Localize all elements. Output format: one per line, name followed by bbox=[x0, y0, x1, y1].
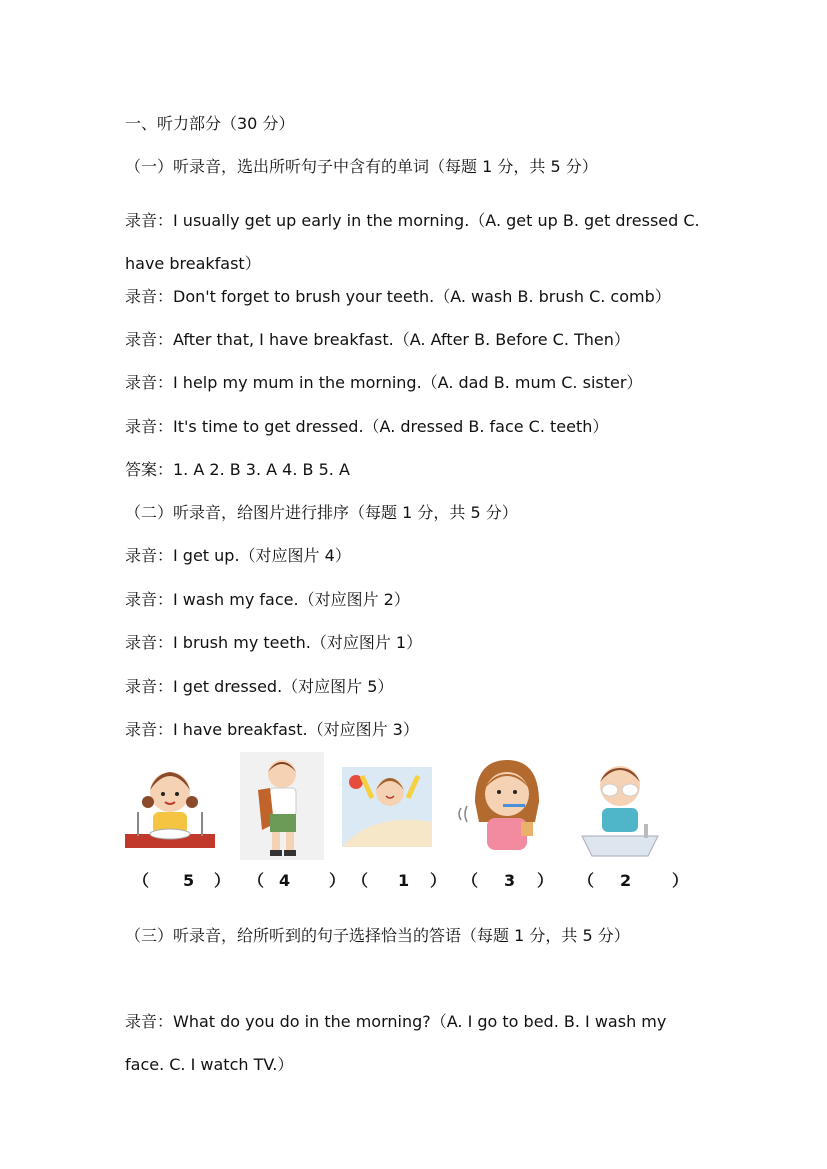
part1-item-2: 录音：Don't forget to brush your teeth.（A. wash B. brush C. comb） bbox=[125, 287, 671, 306]
girl-eating-breakfast-image bbox=[125, 752, 215, 860]
answer-5-value: 2 bbox=[620, 871, 632, 890]
answer-4-open: （ bbox=[462, 871, 479, 890]
answer-2-close: ） bbox=[329, 871, 346, 890]
picture-row bbox=[0, 752, 827, 862]
answer-3-open: （ bbox=[352, 871, 369, 890]
child-waking-up-image bbox=[342, 752, 432, 860]
part2-item-1: 录音：I get up.（对应图片 4） bbox=[125, 546, 351, 565]
answer-4-value: 3 bbox=[504, 871, 516, 890]
picture-answer-row bbox=[0, 870, 827, 894]
answer-3-value: 1 bbox=[398, 871, 410, 890]
answer-2-open: （ bbox=[248, 871, 265, 890]
boy-getting-dressed-image bbox=[240, 752, 324, 860]
part2-item-4: 录音：I get dressed.（对应图片 5） bbox=[125, 677, 394, 696]
part2-item-3: 录音：I brush my teeth.（对应图片 1） bbox=[125, 633, 423, 652]
girl-brushing-teeth-image bbox=[455, 752, 555, 860]
boy-washing-face-image bbox=[580, 752, 660, 860]
section-heading: 一、听力部分（30 分） bbox=[125, 114, 295, 133]
part1-item-4: 录音：I help my mum in the morning.（A. dad B. mum C. sister） bbox=[125, 373, 643, 392]
part3-heading: （三）听录音，给所听到的句子选择恰当的答语（每题 1 分，共 5 分） bbox=[125, 926, 630, 945]
part1-item-3: 录音：After that, I have breakfast.（A. After B. Before C. Then） bbox=[125, 330, 630, 349]
part1-answer: 答案：1. A 2. B 3. A 4. B 5. A bbox=[125, 460, 350, 479]
answer-1-value: 5 bbox=[183, 871, 195, 890]
part1-item-1: 录音：I usually get up early in the morning.（A. get up B. get dressed C. have breakfast） bbox=[125, 211, 700, 273]
answer-5-close: ） bbox=[672, 871, 689, 890]
answer-4-close: ） bbox=[537, 871, 554, 890]
part1-item-5: 录音：It's time to get dressed.（A. dressed B. face C. teeth） bbox=[125, 417, 609, 436]
part1-heading: （一）听录音，选出所听句子中含有的单词（每题 1 分，共 5 分） bbox=[125, 157, 598, 176]
answer-5-open: （ bbox=[578, 871, 595, 890]
answer-2-value: 4 bbox=[279, 871, 291, 890]
answer-3-close: ） bbox=[430, 871, 447, 890]
part2-item-5: 录音：I have breakfast.（对应图片 3） bbox=[125, 720, 419, 739]
answer-1-open: （ bbox=[133, 871, 150, 890]
part2-item-2: 录音：I wash my face.（对应图片 2） bbox=[125, 590, 410, 609]
part3-item-1: 录音：What do you do in the morning?（A. I go to bed. B. I wash my face. C. I watch TV.） bbox=[125, 1012, 667, 1074]
part2-heading: （二）听录音，给图片进行排序（每题 1 分，共 5 分） bbox=[125, 503, 518, 522]
answer-1-close: ） bbox=[214, 871, 231, 890]
